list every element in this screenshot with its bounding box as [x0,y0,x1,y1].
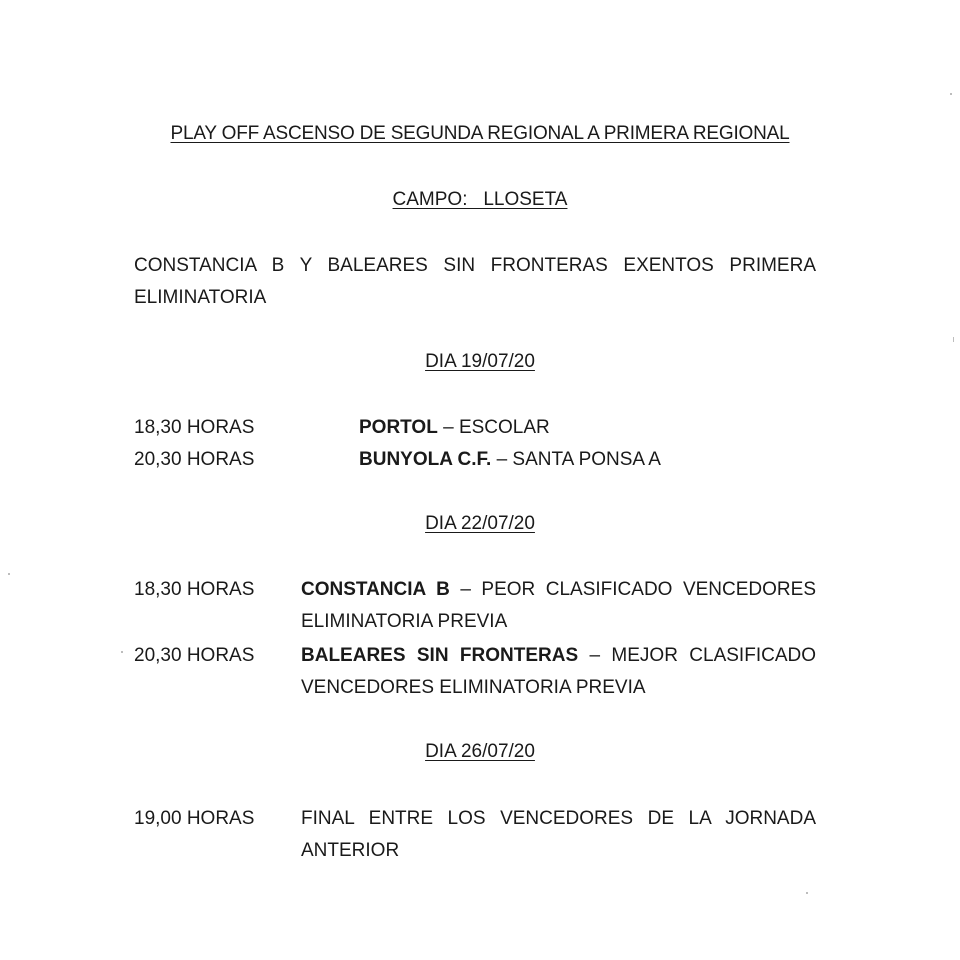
day-heading-2: DIA 22/07/20 [425,513,535,534]
match-opponent: – PEOR CLASIFICADO VENCEDORES ELIMINATORIA PREVIA [301,579,816,632]
match-teams [301,640,816,704]
venue-heading: CAMPO: LLOSETA [392,189,568,210]
scan-speck [8,573,10,575]
match-opponent: – SANTA PONSA A [491,449,661,470]
document-title: PLAY OFF ASCENSO DE SEGUNDA REGIONAL A PRIMERA REGIONAL [170,123,790,144]
match-time: 18,30 HORAS [134,579,255,600]
match-teams [359,412,819,444]
match-time: 19,00 HORAS [134,808,255,829]
match-teams [359,444,819,476]
home-team: CONSTANCIA B [301,579,450,600]
scan-speck [121,651,123,653]
home-team: BALEARES SIN FRONTERAS [301,645,579,666]
home-team: BUNYOLA C.F. [359,449,492,470]
day-heading-3: DIA 26/07/20 [425,741,535,762]
match-opponent: FINAL ENTRE LOS VENCEDORES DE LA JORNADA ANTERIOR [301,808,816,861]
scan-speck [953,337,954,342]
match-time: 18,30 HORAS [134,417,255,438]
match-time: 20,30 HORAS [134,645,255,666]
match-opponent: – MEJOR CLASIFICADO VENCEDORES ELIMINATORIA PREVIA [301,645,816,698]
scan-speck [806,892,808,894]
home-team: PORTOL [359,417,438,438]
match-teams [301,574,816,638]
intro-paragraph: CONSTANCIA B Y BALEARES SIN FRONTERAS EXENTOS PRIMERA ELIMINATORIA [134,255,816,308]
match-time: 20,30 HORAS [134,449,255,470]
match-teams [301,803,816,867]
day-heading-1: DIA 19/07/20 [425,351,535,372]
scan-speck [950,93,952,95]
match-opponent: – ESCOLAR [437,417,550,438]
